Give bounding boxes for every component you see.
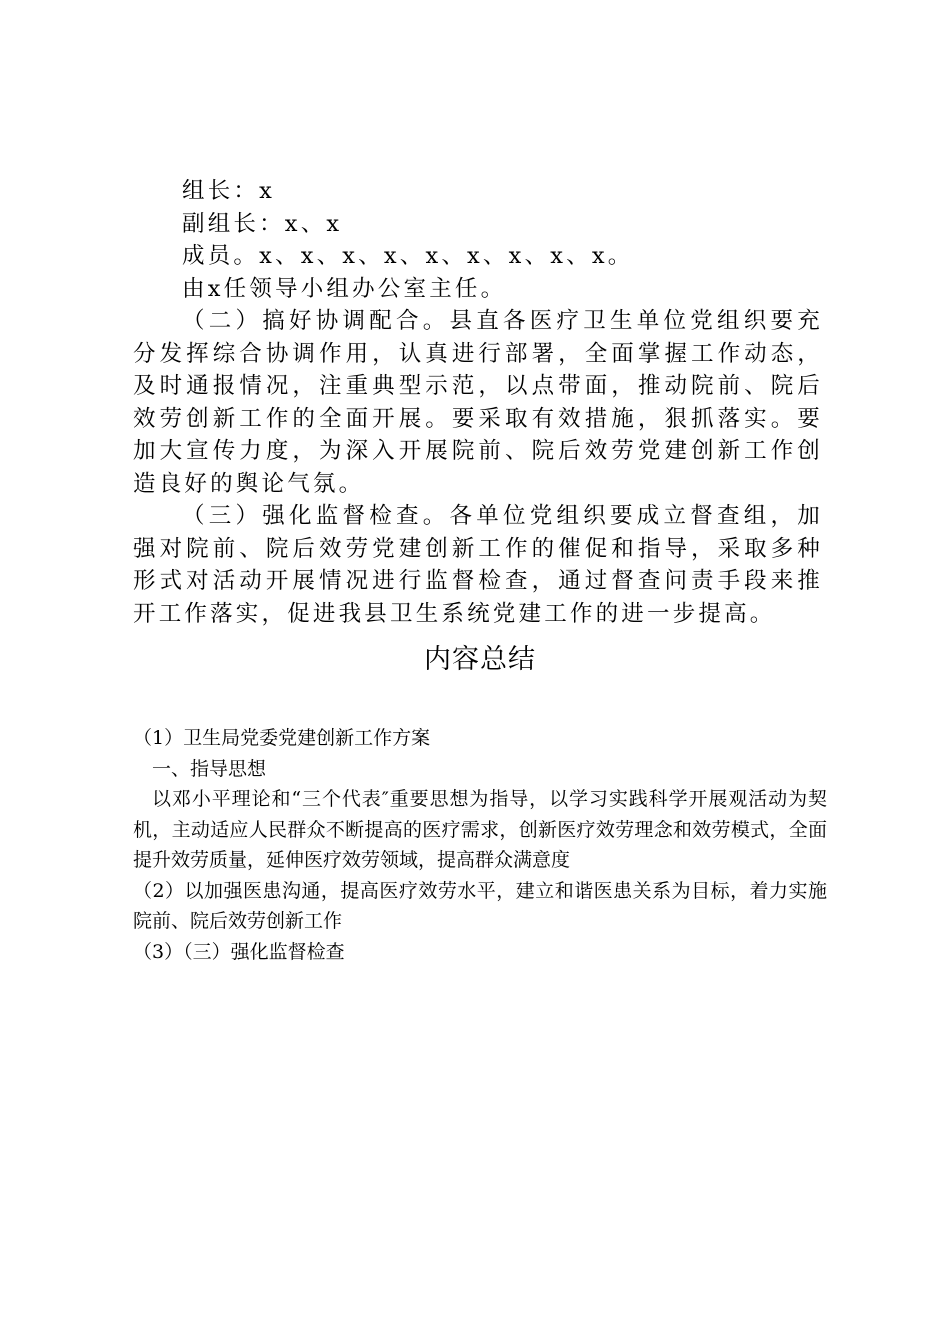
summary-item-1-text: 以邓小平理论和“三个代表″重要思想为指导，以学习实践科学开展观活动为契机，主动适应人民群众不断提高的医疗需求，创新医疗效劳理念和效劳模式，全面提升效劳质量，延伸医疗效劳领域，提高群众满意度 xyxy=(133,788,827,871)
members-line: 成员。x、x、x、x、x、x、x、x、x。 xyxy=(182,243,634,269)
coordination-paragraph: （二）搞好协调配合。县直各医疗卫生单位党组织要充分发挥综合协调作用，认真进行部署，全面掌握工作动态，及时通报情况，注重典型示范，以点带面，推动院前、院后效劳创新工作的全面开展。要采取有效措施，狠抓落实。要加大宣传力度，为深入开展院前、院后效劳党建创新工作创造良好的舆论气氛。 xyxy=(133,308,823,497)
team-leader-line: 组长：x xyxy=(182,178,275,204)
summary-item-1-heading: 一、指导思想 xyxy=(152,757,267,780)
summary-item-3: （3）（三）强化监督检查 xyxy=(133,940,345,963)
summary-item-1: （1）卫生局党委党建创新工作方案 xyxy=(133,727,431,749)
supervision-paragraph: （三）强化监督检查。各单位党组织要成立督查组，加强对院前、院后效劳党建创新工作的催促和指导，采取多种形式对活动开展情况进行监督检查，通过督查问责手段来推开工作落实，促进我县卫生系统党建工作的进一步提高。 xyxy=(133,503,823,627)
summary-section xyxy=(133,723,827,967)
office-line: 由x任领导小组办公室主任。 xyxy=(182,275,507,302)
summary-title: 内容总结 xyxy=(424,644,536,675)
summary-item-2: （2）以加强医患沟通，提高医疗效劳水平，建立和谐医患关系为目标，着力实施院前、院后效劳创新工作 xyxy=(133,879,827,932)
deputy-leader-line: 副组长：x、x xyxy=(182,210,343,237)
body-text xyxy=(133,175,823,630)
